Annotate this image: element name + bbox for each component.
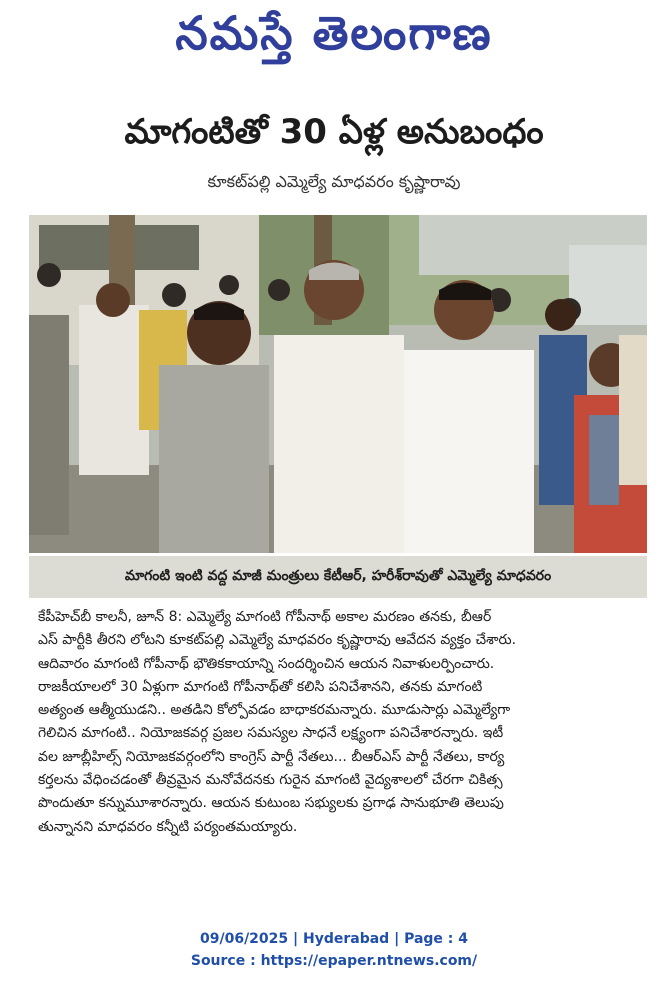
- article-body-line: పొందుతూ కన్నుమూశారన్నారు. ఆయన కుటుంబ సభ్యులకు ప్రగాఢ సానుభూతి తెలుపు: [38, 795, 504, 812]
- article-subheadline: కూకట్‌పల్లి ఎమ్మెల్యే మాధవరం కృష్ణారావు: [207, 172, 461, 191]
- article-headline: మాగంటితో 30 ఏళ్ల అనుబంధం: [124, 112, 544, 152]
- footer-source-link[interactable]: Source : https://epaper.ntnews.com/: [190, 953, 478, 969]
- masthead: [0, 8, 668, 70]
- article-body-line: ఎస్ పార్టీకి తీరని లోటని కూకట్‌పల్లి ఎమ్మెల్యే మాధవరం కృష్ణారావు ఆవేదన వ్యక్తం చేశారు.: [38, 632, 517, 649]
- article-body-line: తున్నానని మాధవరం కన్నీటి పర్యంతమయ్యారు.: [38, 818, 298, 835]
- article-body-line: కేపీహెచ్‌బీ కాలనీ, జూన్ 8: ఎమ్మెల్యే మాగంటి గోపీనాథ్ అకాల మరణం తనకు, బీఆర్: [38, 609, 492, 625]
- article-body-line: కర్తలను వేధించడంతో తీవ్రమైన మనోవేదనకు గురైన మాగంటి వైద్యశాలలో చేరగా చికిత్స: [38, 772, 503, 789]
- footer-date-line: 09/06/2025 | Hyderabad | Page : 4: [199, 931, 469, 947]
- article-body-line: అత్యంత ఆత్మీయుడని.. అతడిని కోల్పోవడం బాధాకరమన్నారు. మూడుసార్లు ఎమ్మెల్యేగా: [38, 702, 511, 719]
- article-body-line: రాజకీయాలలో 30 ఏళ్లుగా మాగంటి గోపీనాథ్‌తో కలిసి పనిచేశానని, తనకు మాగంటి: [38, 678, 483, 695]
- article-photo: [29, 215, 647, 553]
- page-footer: [0, 928, 668, 972]
- article-body-line: గెలిచిన మాగంటి.. నియోజకవర్గ ప్రజల సమస్యల సాధనే లక్ష్యంగా పనిచేశారన్నారు. ఇటీ: [38, 725, 504, 742]
- masthead-logo: నమస్తే తెలంగాణ: [175, 6, 493, 60]
- article-body: [38, 606, 638, 839]
- article-body-line: వల జూబ్లీహిల్స్ నియోజకవర్గంలోని కాంగ్రెస్ పార్టీ నేతలు... బీఆర్‌ఎస్ పార్టీ నేతలు, కార్య: [38, 748, 505, 765]
- photo-caption: మాగంటి ఇంటి వద్ద మాజీ మంత్రులు కేటీఆర్, హరీశ్‌రావుతో ఎమ్మెల్యే మాధవరం: [29, 556, 647, 598]
- article-body-line: ఆదివారం మాగంటి గోపీనాథ్ భౌతికకాయాన్ని సందర్శించిన ఆయన నివాళులర్పించారు.: [38, 655, 495, 672]
